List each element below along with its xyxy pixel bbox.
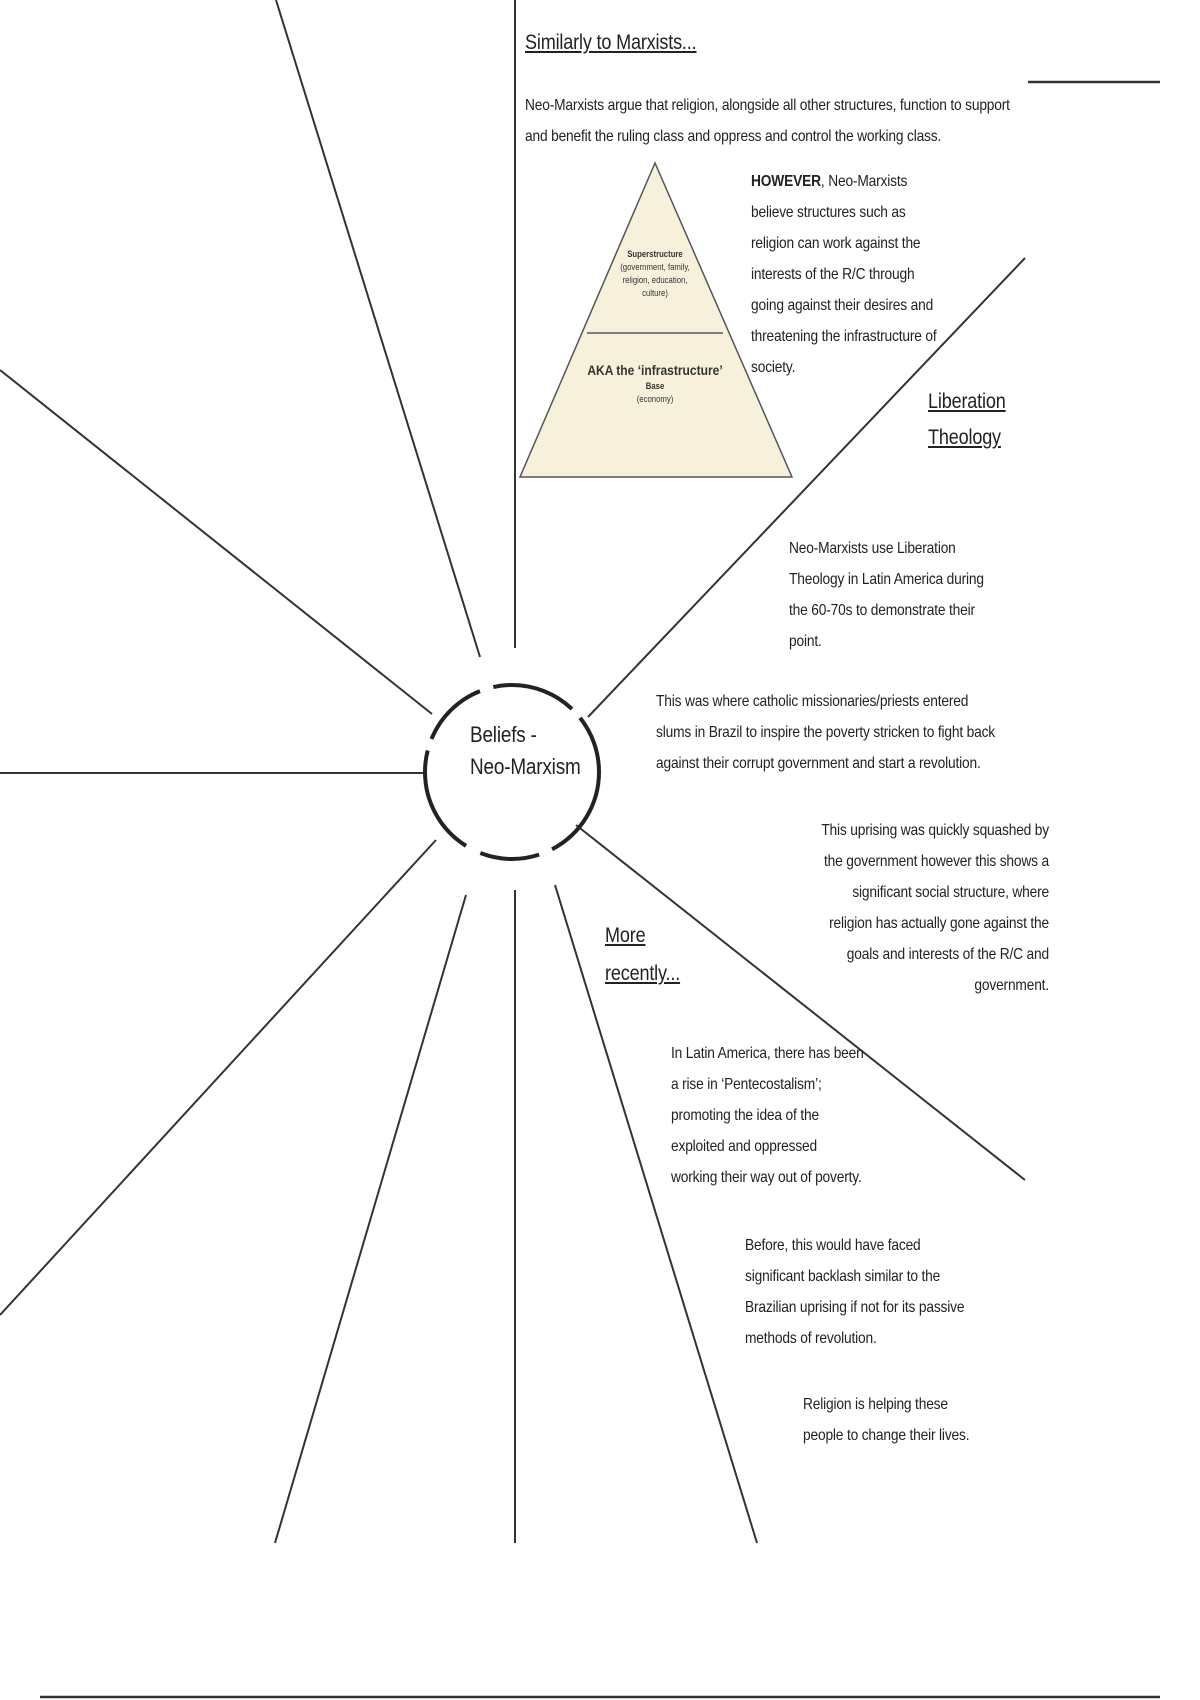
heading-recently-line1: More — [605, 924, 646, 947]
pyramid-base-label — [573, 360, 736, 406]
however-lead: HOWEVER — [751, 173, 821, 190]
spoke-line — [0, 370, 432, 714]
superstructure-title: Superstructure — [627, 249, 683, 259]
pyramid-top-label — [612, 248, 698, 300]
center-title — [470, 719, 581, 783]
center-title-line1: Beliefs - — [470, 722, 537, 747]
center-title-line2: Neo-Marxism — [470, 754, 581, 779]
text-liberation-p3: This uprising was quickly squashed by the government however this shows a significant social structure, where religion has actually gone against the goals and interests of the R/C and government. — [821, 822, 1049, 994]
heading-liberation-line2: Theology — [928, 426, 1001, 449]
text-recently-p3: Religion is helping these people to change their lives. — [803, 1396, 970, 1444]
text-similarly-body: Neo-Marxists argue that religion, alongside all other structures, function to support and benefit the ruling class and oppress and control the working class. — [525, 97, 1010, 145]
heading-more-recently — [605, 917, 680, 993]
spoke-line — [275, 895, 466, 1543]
text-however — [751, 166, 942, 383]
heading-similarly: Similarly to Marxists... — [525, 31, 697, 54]
heading-liberation-line1: Liberation — [928, 390, 1006, 413]
however-body: , Neo-Marxists believe structures such as religion can work against the interests of the R/C through going against their desires and threatening the infrastructure of society. — [751, 173, 937, 376]
superstructure-subtitle: (government, family, religion, education, culture) — [620, 262, 690, 298]
heading-recently-line2: recently... — [605, 962, 681, 985]
base-subtitle: (economy) — [636, 394, 674, 404]
spoke-line — [0, 840, 436, 1315]
text-liberation-p2: This was where catholic missionaries/priests entered slums in Brazil to inspire the poverty stricken to fight back against their corrupt government and start a revolution. — [656, 693, 996, 772]
infrastructure-label: AKA the ‘infrastructure’ — [587, 362, 723, 378]
spoke-line — [276, 0, 480, 657]
text-recently-p2: Before, this would have faced significant backlash similar to the Brazilian uprising if not for its passive methods of revolution. — [745, 1237, 965, 1347]
text-liberation-p1: Neo-Marxists use Liberation Theology in Latin America during the 60-70s to demonstrate their point. — [789, 540, 984, 650]
heading-liberation-theology — [928, 384, 1006, 456]
text-recently-p1: In Latin America, there has been a rise in ‘Pentecostalism’; promoting the idea of the exploited and oppressed working their way out of poverty. — [671, 1045, 864, 1186]
base-title: Base — [645, 381, 665, 391]
